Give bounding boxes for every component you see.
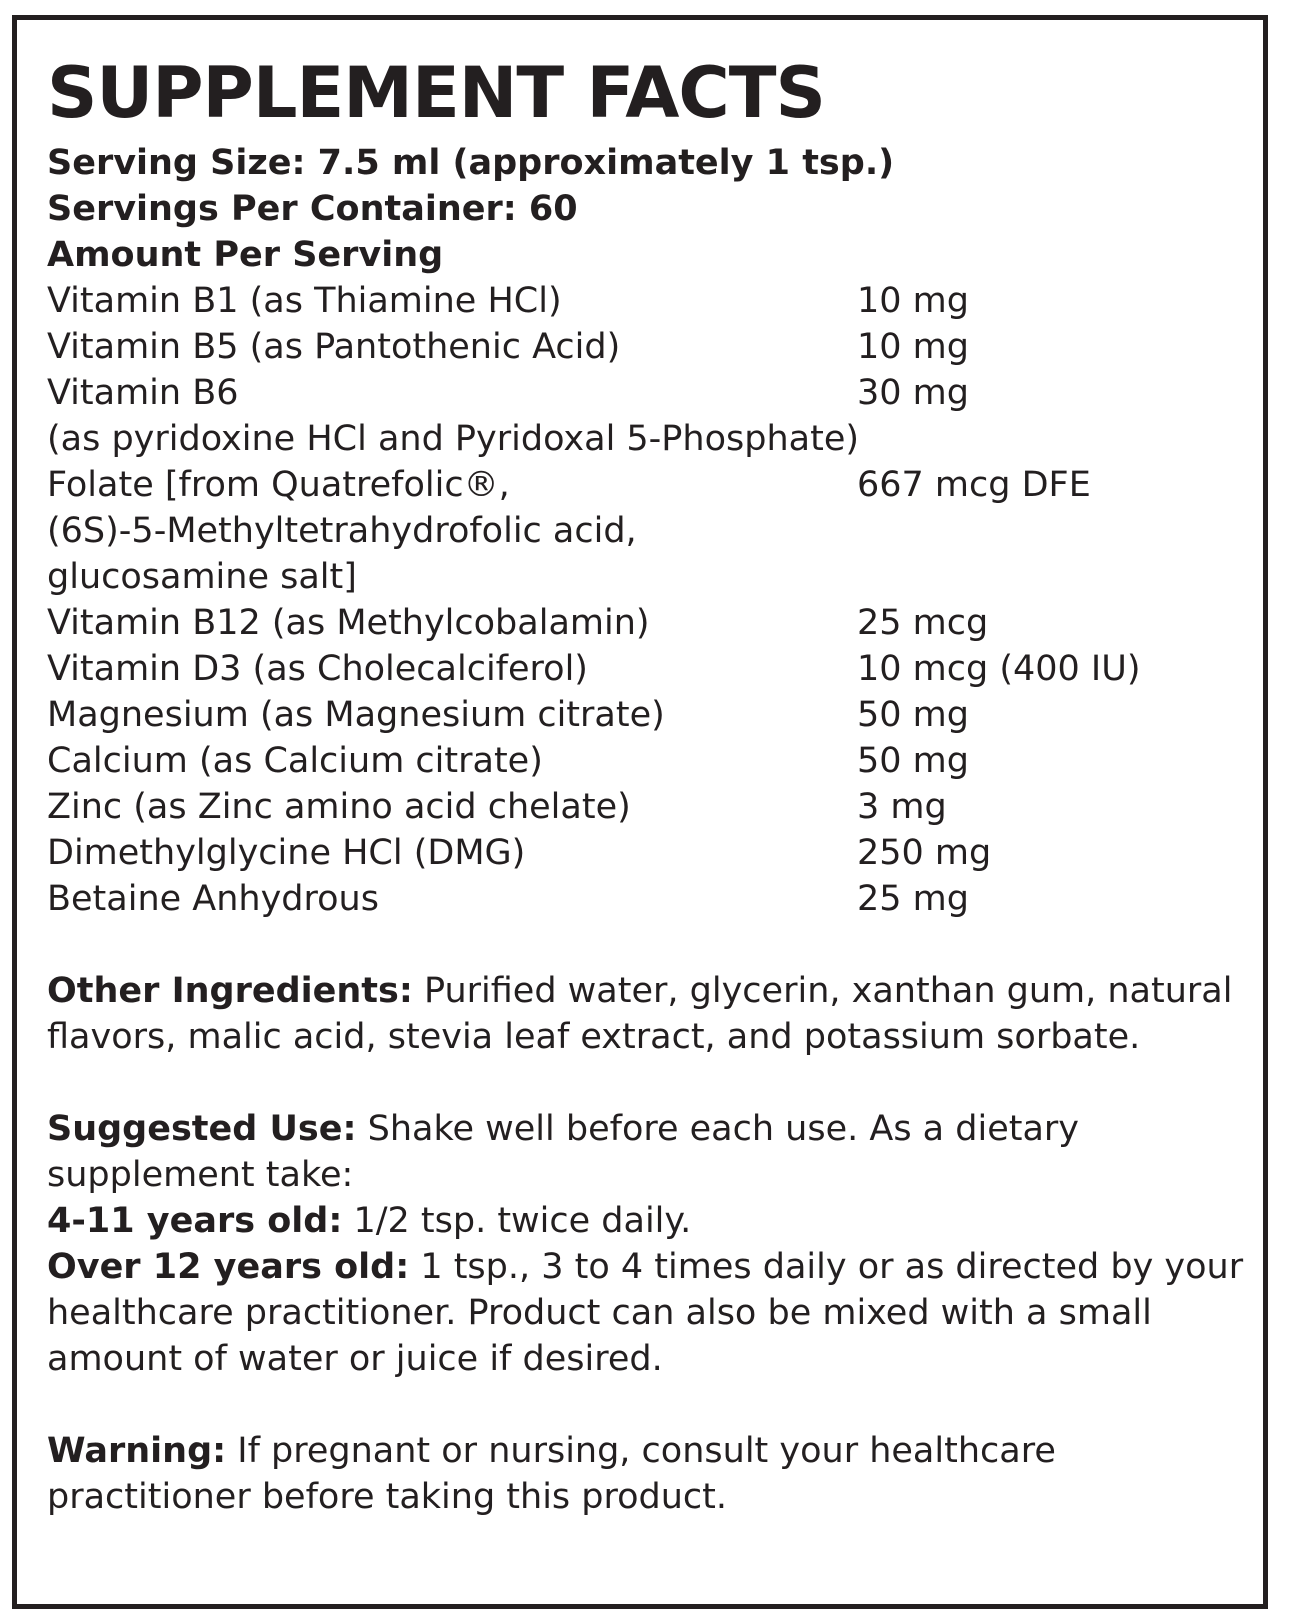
nutrient-name-detail: (6S)-5-Methyltetrahydrofolic acid, [47, 511, 637, 551]
nutrient-name: Vitamin D3 (as Cholecalciferol) [47, 649, 588, 689]
other-ingredients [47, 968, 1247, 1060]
nutrient-amount: 50 mg [857, 741, 969, 781]
nutrient-amount: 10 mg [857, 281, 969, 321]
dosage-young [47, 1198, 1247, 1244]
nutrient-row [47, 600, 1247, 646]
nutrient-amount: 25 mg [857, 879, 969, 919]
suggested-use-text: Shake well before each use. As a dietary supplement take: [47, 1109, 1080, 1195]
nutrient-row [47, 646, 1247, 692]
nutrient-name: Vitamin B12 (as Methylcobalamin) [47, 603, 650, 643]
nutrient-name: Calcium (as Calcium citrate) [47, 741, 543, 781]
warning-text: If pregnant or nursing, consult your healthcare practitioner before taking this product. [47, 1431, 1056, 1517]
suggested-use-label: Suggested Use: [47, 1109, 357, 1149]
nutrient-amount: 3 mg [857, 787, 947, 827]
nutrient-row [47, 692, 1247, 738]
suggested-use [47, 1106, 1247, 1198]
panel-title: SUPPLEMENT FACTS [47, 52, 825, 134]
nutrient-amount: 50 mg [857, 695, 969, 735]
nutrient-row [47, 738, 1247, 784]
nutrient-name: Betaine Anhydrous [47, 879, 379, 919]
nutrient-amount: 10 mg [857, 327, 969, 367]
dosage-older-label: Over 12 years old: [47, 1247, 410, 1287]
dosage-older [47, 1244, 1247, 1382]
nutrient-row [47, 324, 1247, 370]
nutrient-name: Vitamin B1 (as Thiamine HCl) [47, 281, 562, 321]
panel-content [47, 46, 1247, 1520]
nutrient-name-detail: (as pyridoxine HCl and Pyridoxal 5-Phosphate) [47, 419, 860, 459]
nutrient-name-detail: glucosamine salt] [47, 557, 357, 597]
nutrient-row [47, 876, 1247, 922]
servings-per-container: Servings Per Container: 60 [47, 189, 578, 229]
nutrient-amount: 250 mg [857, 833, 992, 873]
nutrient-amount: 30 mg [857, 373, 969, 413]
other-ingredients-text: Purified water, glycerin, xanthan gum, natural flavors, malic acid, stevia leaf extract, and potassium sorbate. [47, 971, 1233, 1057]
spacer [47, 1382, 1247, 1428]
other-ingredients-label: Other Ingredients: [47, 971, 413, 1011]
warning [47, 1428, 1247, 1520]
nutrient-name: Dimethylglycine HCl (DMG) [47, 833, 526, 873]
supplement-facts-panel [12, 15, 1268, 1609]
nutrient-list [47, 278, 1247, 922]
nutrient-name: Vitamin B5 (as Pantothenic Acid) [47, 327, 621, 367]
nutrient-name: Vitamin B6 [47, 373, 239, 413]
nutrient-amount: 10 mcg (400 IU) [857, 649, 1141, 689]
dosage-young-label: 4-11 years old: [47, 1201, 343, 1241]
nutrient-row [47, 830, 1247, 876]
nutrient-name: Zinc (as Zinc amino acid chelate) [47, 787, 631, 827]
nutrient-name: Folate [from Quatrefolic®, [47, 465, 510, 505]
nutrient-row [47, 278, 1247, 324]
dosage-older-text: 1 tsp., 3 to 4 times daily or as directed by your healthcare practitioner. Product can also be mixed with a small amount of water or juice if desired. [47, 1247, 1244, 1379]
spacer [47, 922, 1247, 968]
nutrient-row [47, 784, 1247, 830]
nutrient-amount: 667 mcg DFE [857, 465, 1091, 505]
warning-label: Warning: [47, 1431, 227, 1471]
nutrient-name-block [47, 462, 947, 600]
nutrient-row [47, 462, 1247, 600]
spacer [47, 1060, 1247, 1106]
nutrient-name: Magnesium (as Magnesium citrate) [47, 695, 665, 735]
amount-per-serving-header: Amount Per Serving [47, 235, 444, 275]
nutrient-amount: 25 mcg [857, 603, 989, 643]
nutrient-name-block [47, 370, 947, 462]
dosage-young-text: 1/2 tsp. twice daily. [342, 1201, 692, 1241]
nutrient-row [47, 370, 1247, 462]
serving-size: Serving Size: 7.5 ml (approximately 1 tsp.) [47, 143, 895, 183]
